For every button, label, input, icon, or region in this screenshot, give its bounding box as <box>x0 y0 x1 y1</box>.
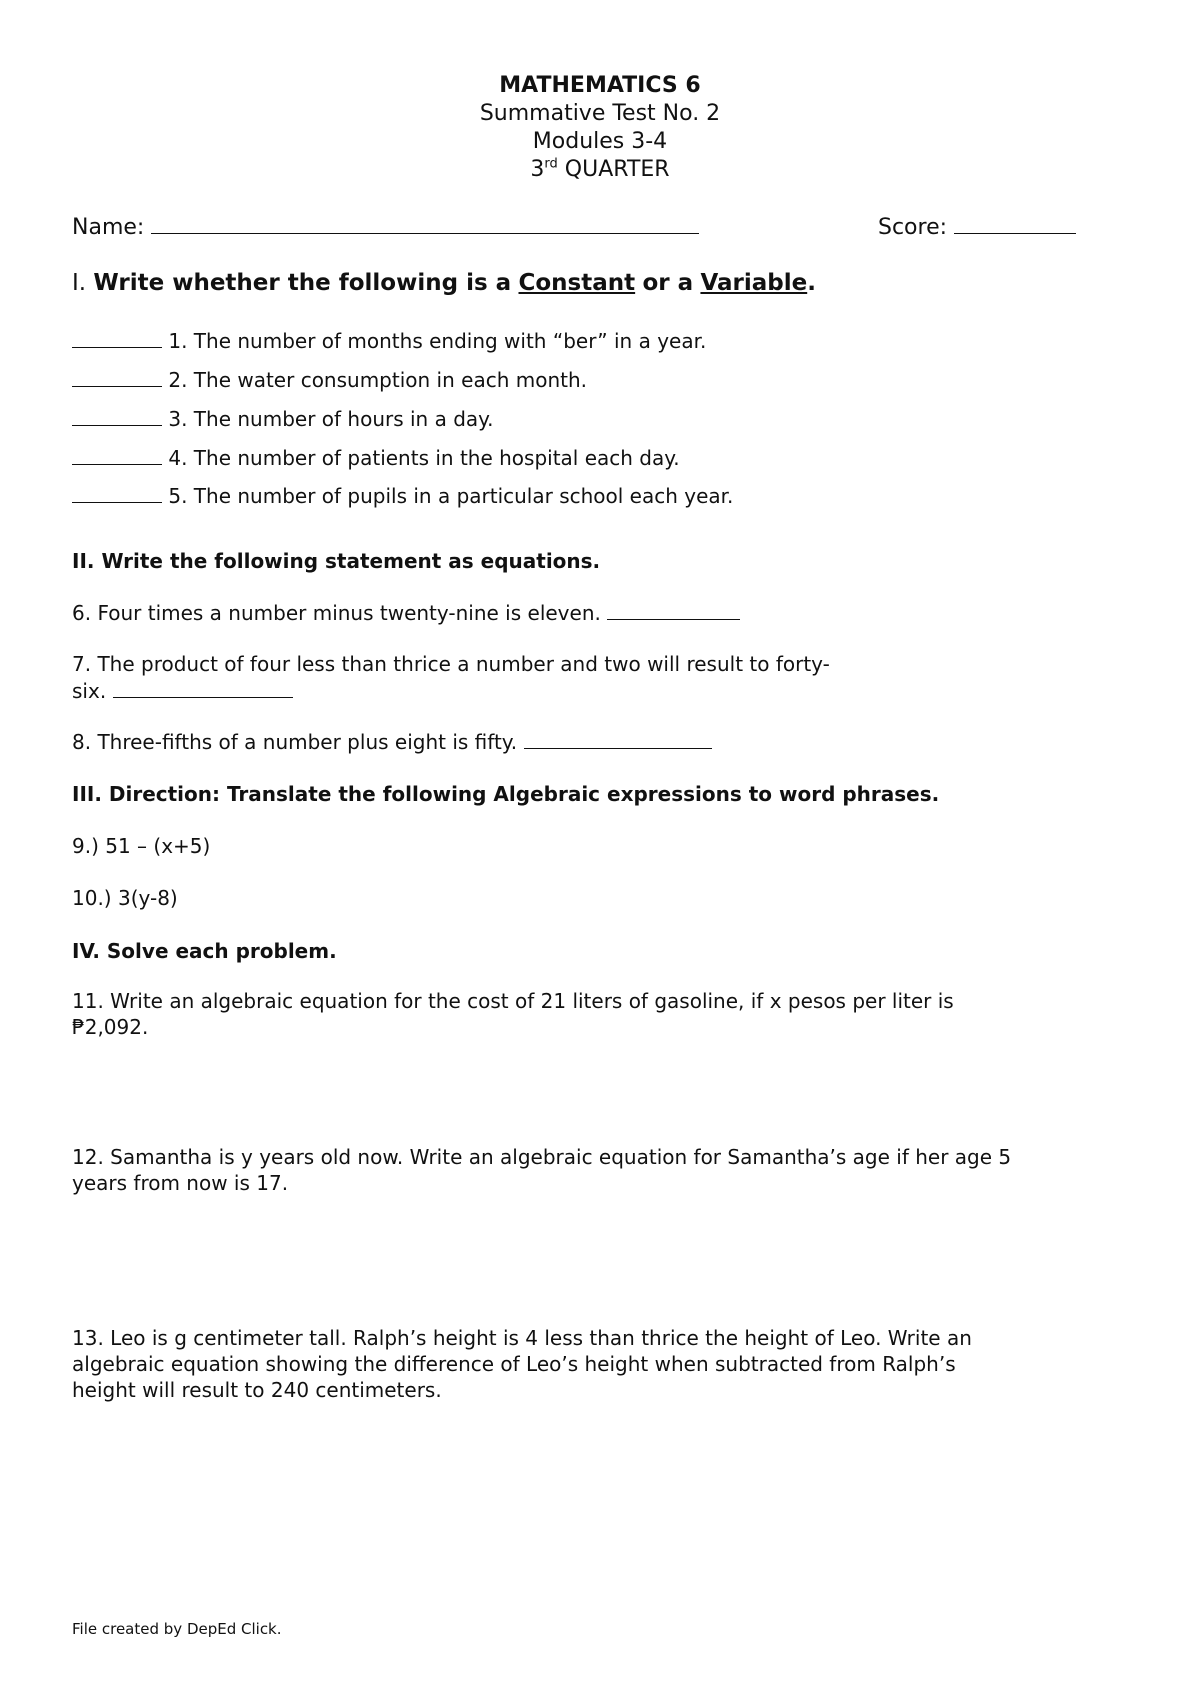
quarter-number: 3 <box>530 157 545 182</box>
section-3-heading: III. Direction: Translate the following Algebraic expressions to word phrases. <box>72 782 940 806</box>
answer-blank[interactable] <box>72 327 162 348</box>
document-modules: Modules 3-4 <box>532 129 668 154</box>
question-text: six. <box>72 679 107 703</box>
section-1-text: Write whether the following is a <box>93 270 512 296</box>
answer-blank[interactable] <box>72 444 162 465</box>
question-item <box>72 444 680 471</box>
question-text: 2. The water consumption in each month. <box>168 368 587 392</box>
name-blank[interactable] <box>151 213 699 234</box>
question-6 <box>72 599 740 626</box>
document-quarter <box>0 156 1200 184</box>
section-1-or: or a <box>642 270 694 296</box>
score-group <box>878 213 1076 241</box>
student-info-row <box>72 213 1132 241</box>
question-item <box>72 366 587 393</box>
question-item <box>72 482 733 509</box>
question-11-line-1: 11. Write an algebraic equation for the cost of 21 liters of gasoline, if x pesos per liter is <box>72 989 954 1013</box>
name-label: Name: <box>72 215 145 240</box>
variable-word: Variable <box>700 270 808 296</box>
question-text: 5. The number of pupils in a particular school each year. <box>168 484 734 508</box>
question-8 <box>72 728 712 755</box>
question-13-line-2: algebraic equation showing the difference of Leo’s height when subtracted from Ralph’s <box>72 1352 956 1376</box>
section-1-period: . <box>807 270 816 296</box>
question-12-line-2: years from now is 17. <box>72 1171 289 1195</box>
answer-blank[interactable] <box>524 728 712 749</box>
section-4-heading: IV. Solve each problem. <box>72 939 337 963</box>
question-10: 10.) 3(y-8) <box>72 886 178 910</box>
answer-blank[interactable] <box>607 599 740 620</box>
score-blank[interactable] <box>954 213 1076 234</box>
quarter-ordinal: rd <box>544 156 558 172</box>
score-label: Score: <box>878 215 948 240</box>
answer-blank[interactable] <box>113 677 293 698</box>
section-1-heading <box>72 270 816 296</box>
question-text: 3. The number of hours in a day. <box>168 407 494 431</box>
section-2-heading: II. Write the following statement as equations. <box>72 549 601 573</box>
document-title: MATHEMATICS 6 <box>499 73 701 98</box>
question-13-line-1: 13. Leo is g centimeter tall. Ralph’s height is 4 less than thrice the height of Leo. Write an <box>72 1326 972 1350</box>
question-11-line-2: ₱2,092. <box>72 1015 149 1039</box>
footer-credit: File created by DepEd Click. <box>72 1620 282 1638</box>
answer-blank[interactable] <box>72 405 162 426</box>
question-text: 1. The number of months ending with “ber” in a year. <box>168 329 707 353</box>
question-7-line-1: 7. The product of four less than thrice a number and two will result to forty- <box>72 652 830 676</box>
quarter-word: QUARTER <box>564 157 670 182</box>
question-item <box>72 405 494 432</box>
question-text: 4. The number of patients in the hospital each day. <box>168 446 680 470</box>
answer-blank[interactable] <box>72 366 162 387</box>
question-text: 6. Four times a number minus twenty-nine is eleven. <box>72 601 601 625</box>
question-13-line-3: height will result to 240 centimeters. <box>72 1378 442 1402</box>
question-7-line-2 <box>72 677 293 704</box>
document-subtitle: Summative Test No. 2 <box>479 101 721 126</box>
question-text: 8. Three-fifths of a number plus eight is fifty. <box>72 730 518 754</box>
constant-word: Constant <box>518 270 636 296</box>
question-9: 9.) 51 – (x+5) <box>72 834 211 858</box>
document-header <box>0 72 1200 184</box>
question-item <box>72 327 706 354</box>
question-12-line-1: 12. Samantha is y years old now. Write an algebraic equation for Samantha’s age if her age 5 <box>72 1145 1012 1169</box>
answer-blank[interactable] <box>72 482 162 503</box>
section-1-roman: I. <box>72 270 87 296</box>
